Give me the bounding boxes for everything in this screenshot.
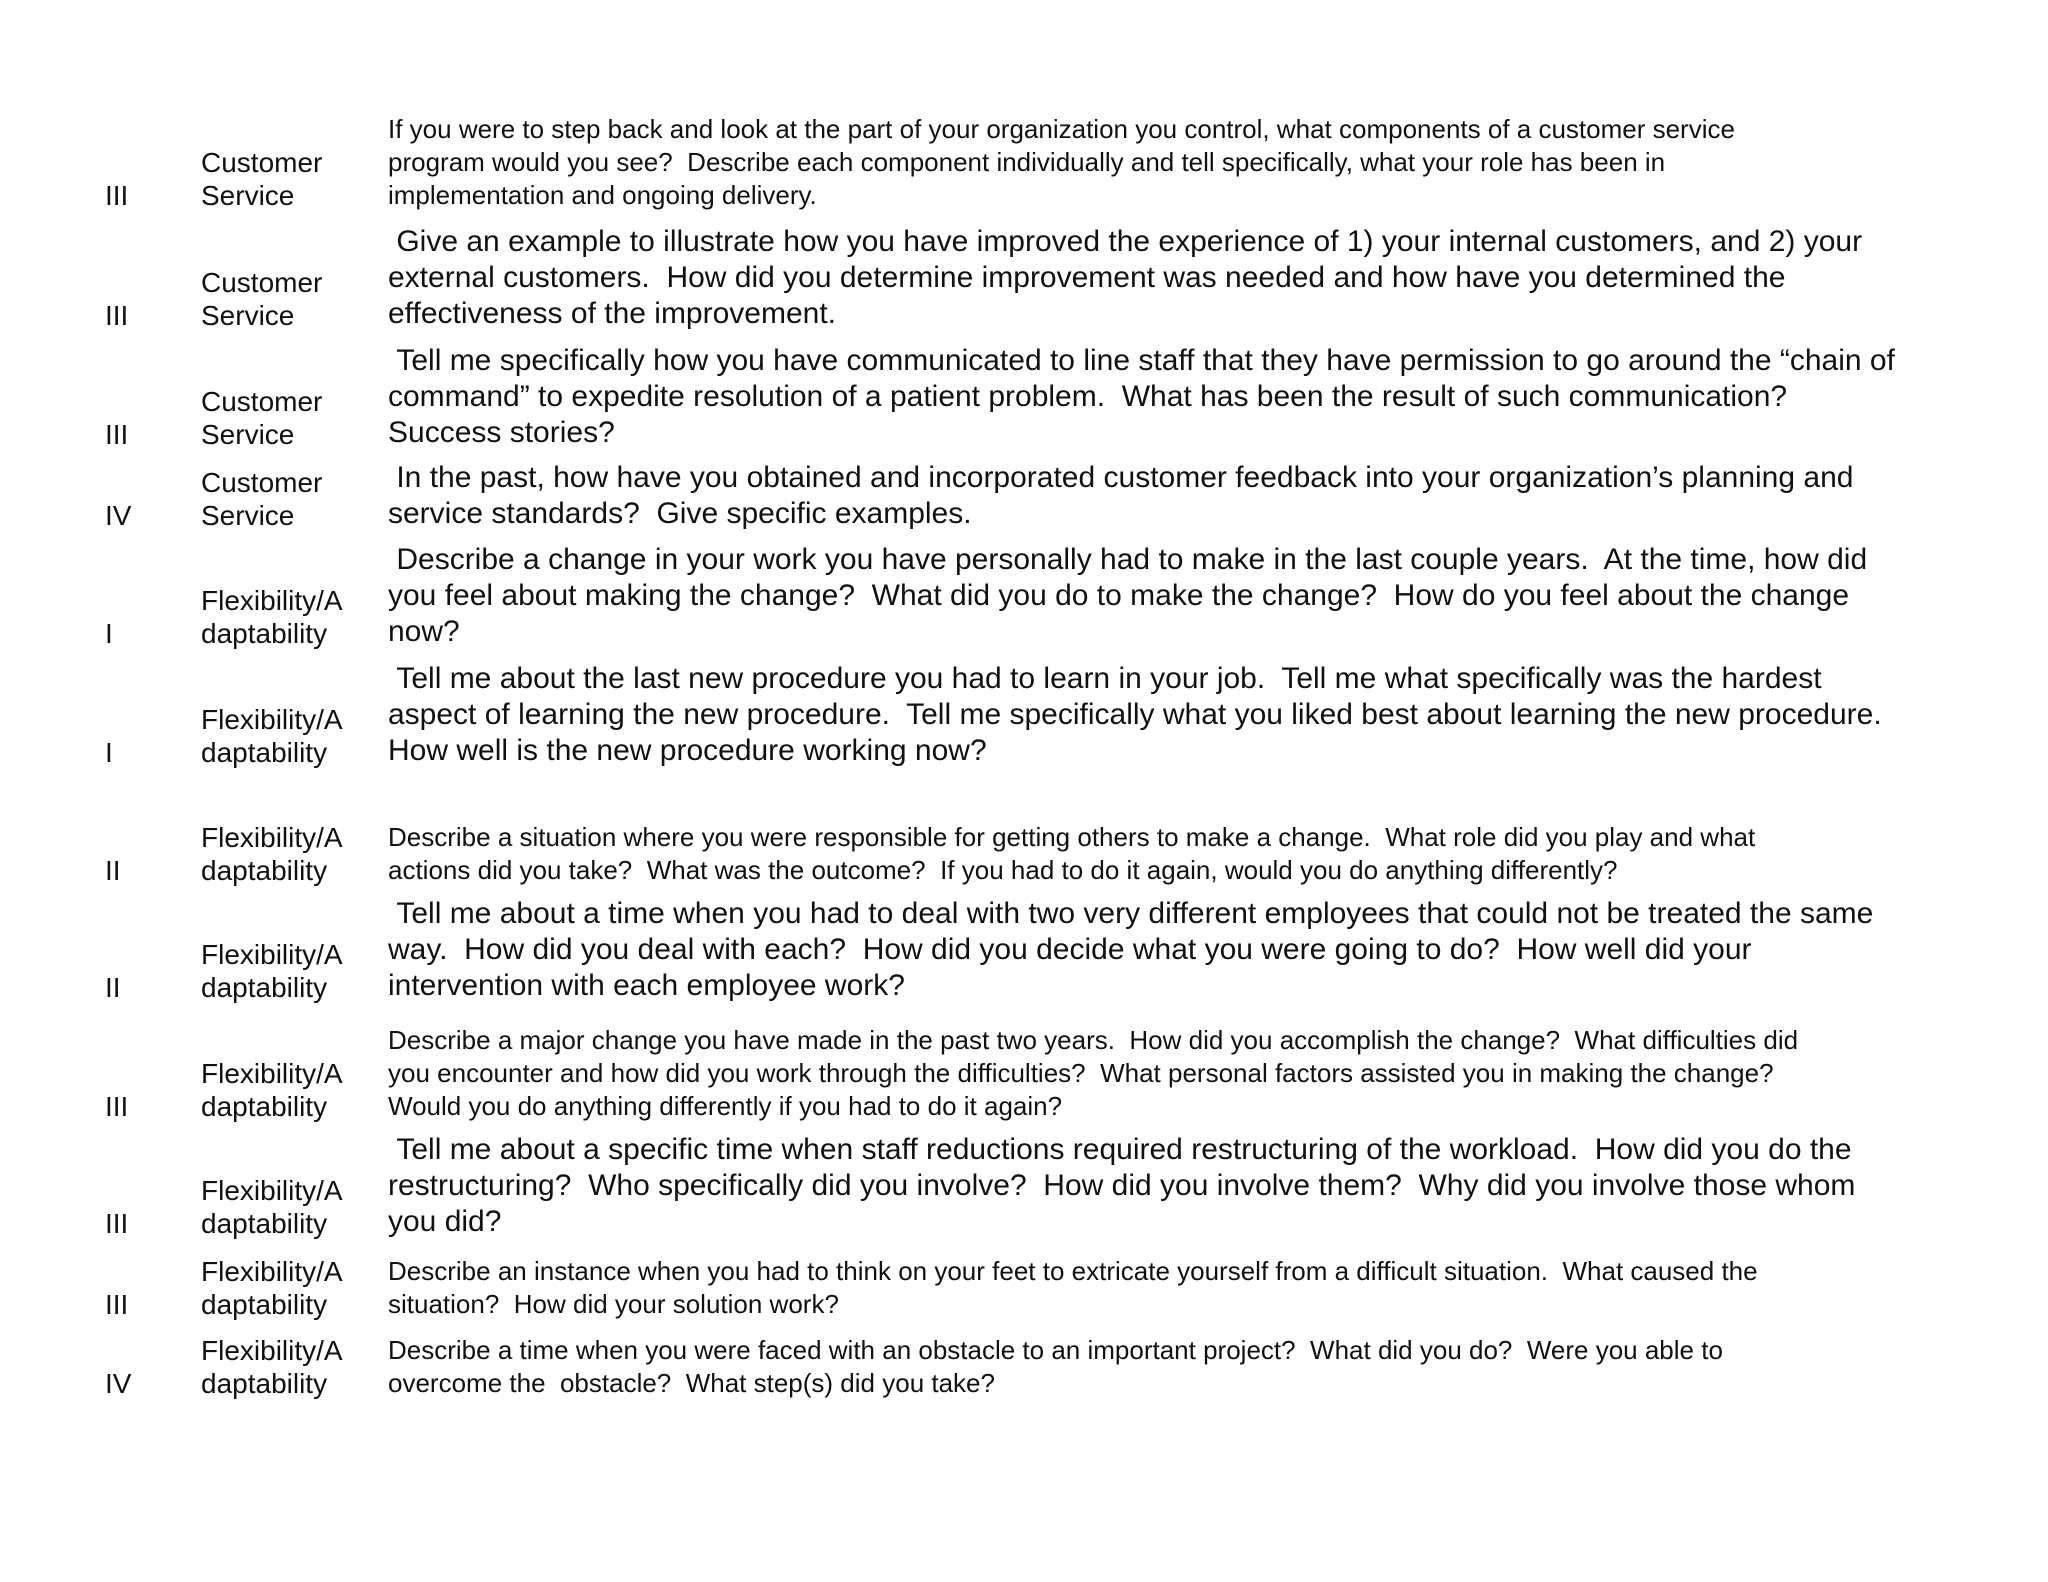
table-row [0, 661, 2048, 769]
level-cell: I [105, 618, 113, 649]
level-cell: III [105, 1289, 129, 1320]
question-text: Give an example to illustrate how you have improved the experience of 1) your internal customers, and 2) your external customers. How did you determine improvement was needed and how have you determined the effectiveness of the improvement. [388, 225, 1863, 330]
category-line: Flexibility/A [201, 1256, 343, 1287]
category-line: Service [201, 300, 295, 331]
category-line: daptability [201, 1368, 328, 1399]
category-cell [201, 703, 371, 769]
table-row [0, 1024, 2048, 1123]
category-cell [201, 1334, 371, 1400]
category-line: Flexibility/A [201, 704, 343, 735]
level-cell: III [105, 300, 129, 331]
table-row [0, 896, 2048, 1004]
category-cell [201, 584, 371, 650]
category-line: Customer [201, 386, 323, 417]
category-line: daptability [201, 855, 328, 886]
category-cell [201, 385, 371, 451]
table-row [0, 113, 2048, 212]
question-text: Tell me about the last new procedure you had to learn in your job. Tell me what specifically was the hardest aspect of learning the new procedure. Tell me specifically what you liked best about learning the new procedure. How well is the new procedure working now? [388, 662, 1882, 767]
category-cell [201, 1057, 371, 1123]
table-row [0, 821, 2048, 887]
category-line: Service [201, 419, 295, 450]
category-cell [201, 821, 371, 887]
category-line: Customer [201, 467, 323, 498]
category-cell [201, 266, 371, 332]
level-cell: IV [105, 500, 132, 531]
question-text: Tell me about a time when you had to deal with two very different employees that could not be treated the same way. How did you deal with each? How did you decide what you were going to do? How well did your intervention with each employee work? [388, 897, 1874, 1002]
table-row [0, 1334, 2048, 1400]
question-text: Describe an instance when you had to think on your feet to extricate yourself from a difficult situation. What caused the situation? How did your solution work? [388, 1256, 1758, 1319]
question-text: If you were to step back and look at the part of your organization you control, what components of a customer service program would you see? Describe each component individually and tell specifically, what your role has been in implementation and ongoing delivery. [388, 114, 1735, 210]
question-text: Tell me about a specific time when staff reductions required restructuring of the workload. How did you do the restructuring? Who specifically did you involve? How did you involve them? Why did you involve those whom you did? [388, 1133, 1856, 1238]
level-cell: IV [105, 1368, 132, 1399]
table-row [0, 460, 2048, 532]
category-line: daptability [201, 1289, 328, 1320]
level-cell: II [105, 972, 121, 1003]
category-line: daptability [201, 1208, 328, 1239]
category-cell [201, 466, 371, 532]
category-line: daptability [201, 1091, 328, 1122]
category-line: Flexibility/A [201, 822, 343, 853]
question-text: Describe a change in your work you have personally had to make in the last couple years. At the time, how did you feel about making the change? What did you do to make the change? How do you feel about the change now? [388, 543, 1868, 648]
question-text: Tell me specifically how you have communicated to line staff that they have permission to go around the “chain of command” to expedite resolution of a patient problem. What has been the result of such communication? Success stories? [388, 344, 1895, 449]
table-row [0, 542, 2048, 650]
category-line: Flexibility/A [201, 1058, 343, 1089]
category-line: Flexibility/A [201, 1335, 343, 1366]
level-cell: III [105, 1208, 129, 1239]
level-cell: II [105, 855, 121, 886]
table-row [0, 1132, 2048, 1240]
question-text: In the past, how have you obtained and incorporated customer feedback into your organization’s planning and service standards? Give specific examples. [388, 461, 1854, 530]
category-cell [201, 146, 371, 212]
category-line: Customer [201, 267, 323, 298]
category-line: Flexibility/A [201, 1175, 343, 1206]
category-line: daptability [201, 737, 328, 768]
category-line: Flexibility/A [201, 585, 343, 616]
question-text: Describe a time when you were faced with an obstacle to an important project? What did you do? Were you able to overcome the obstacle? What step(s) did you take? [388, 1335, 1723, 1398]
category-cell [201, 938, 371, 1004]
category-line: Flexibility/A [201, 939, 343, 970]
table-row [0, 1255, 2048, 1321]
category-cell [201, 1255, 371, 1321]
table-row [0, 224, 2048, 332]
question-text: Describe a major change you have made in the past two years. How did you accomplish the change? What difficulties did you encounter and how did you work through the difficulties? What personal factors assisted you in making the change? Would you do anything differently if you had to do it again? [388, 1025, 1799, 1121]
level-cell: I [105, 737, 113, 768]
category-line: daptability [201, 618, 328, 649]
category-line: daptability [201, 972, 328, 1003]
category-line: Service [201, 180, 295, 211]
category-line: Customer [201, 147, 323, 178]
level-cell: III [105, 419, 129, 450]
category-cell [201, 1174, 371, 1240]
table-row [0, 343, 2048, 451]
level-cell: III [105, 1091, 129, 1122]
question-text: Describe a situation where you were responsible for getting others to make a change. What role did you play and what actions did you take? What was the outcome? If you had to do it again, would you do anything differently? [388, 822, 1756, 885]
category-line: Service [201, 500, 295, 531]
level-cell: III [105, 180, 129, 211]
